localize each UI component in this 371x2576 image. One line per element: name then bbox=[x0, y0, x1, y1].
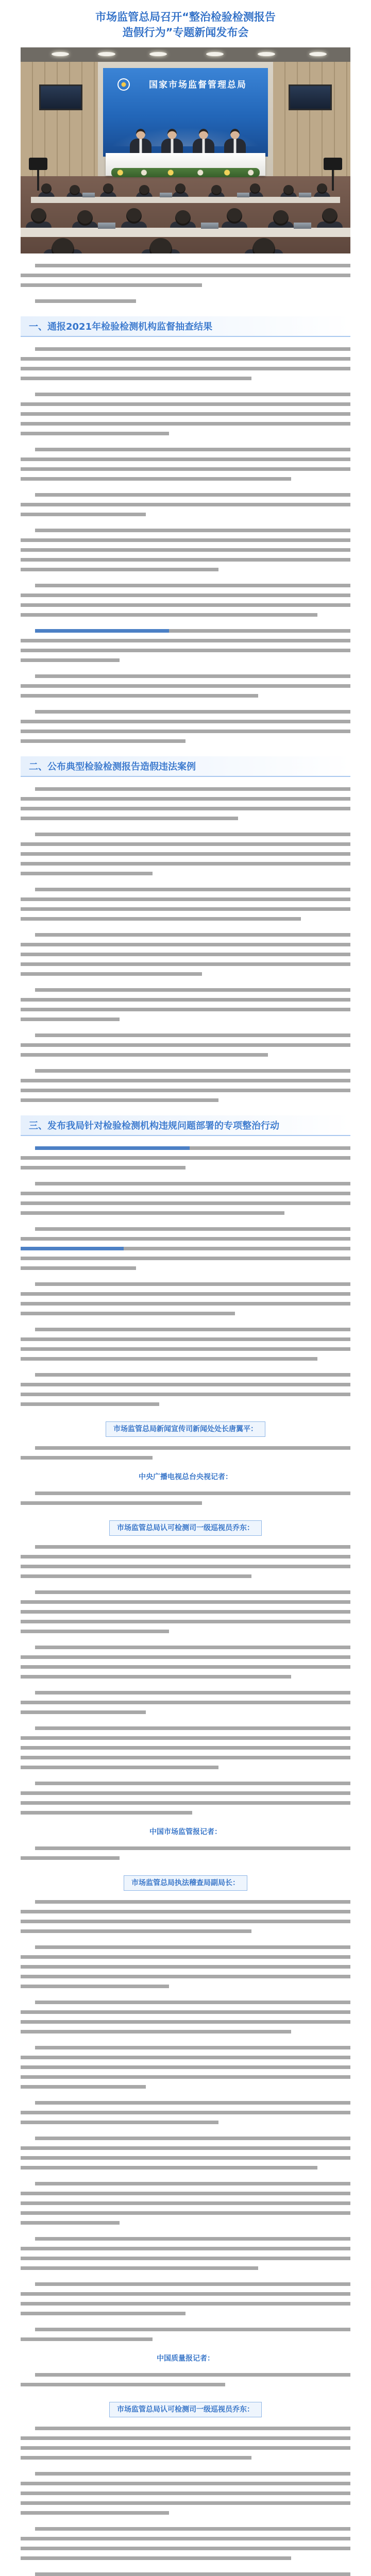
body-paragraph bbox=[21, 581, 350, 620]
body-paragraph bbox=[21, 784, 350, 823]
table-flowers bbox=[111, 168, 260, 177]
speaker-label-accreditation-2 bbox=[21, 2402, 350, 2417]
answer-2 bbox=[21, 1897, 350, 2350]
body-paragraph bbox=[21, 1642, 350, 1682]
body-paragraph bbox=[21, 445, 350, 484]
section-heading-3 bbox=[21, 1115, 350, 1136]
question-3 bbox=[21, 2370, 350, 2396]
video-camera-right bbox=[324, 158, 342, 170]
article-title-line-2: 造假行为”专题新闻发布会 bbox=[122, 26, 249, 39]
laptop bbox=[82, 193, 95, 197]
article-title bbox=[21, 0, 350, 40]
body-paragraph bbox=[21, 2524, 350, 2563]
body-paragraph bbox=[21, 1443, 350, 1463]
body-paragraph bbox=[21, 985, 350, 1024]
audience-member-head bbox=[322, 208, 338, 224]
backdrop-text: 国家市场监督管理总局 bbox=[149, 80, 247, 90]
audience-member-head bbox=[77, 210, 93, 226]
speaker-label-host bbox=[21, 1421, 350, 1437]
speaker-label-text: 市场监管总局新闻宣传司新闻处处长唐翼平： bbox=[106, 1421, 265, 1437]
body-paragraph bbox=[21, 296, 350, 306]
body-paragraph bbox=[21, 1143, 350, 1173]
audience-desk-row-2 bbox=[21, 228, 350, 237]
reporter-label-market-regulation-news: 中国市场监管报记者： bbox=[149, 1828, 222, 1836]
audience-member-head bbox=[126, 208, 142, 224]
question-1 bbox=[21, 1488, 350, 1514]
body-paragraph bbox=[21, 389, 350, 438]
ceiling-light bbox=[52, 52, 69, 56]
body-paragraph bbox=[21, 885, 350, 924]
laptop bbox=[98, 223, 115, 229]
audience-member-head bbox=[273, 210, 289, 226]
body-paragraph bbox=[21, 1778, 350, 1818]
audience-member-head bbox=[175, 183, 185, 194]
audience-member-head bbox=[139, 185, 149, 195]
section-3-body bbox=[21, 1143, 350, 1415]
section-2-body bbox=[21, 784, 350, 1111]
body-paragraph bbox=[21, 2325, 350, 2344]
body-paragraph bbox=[21, 1030, 350, 1060]
audience-member-head bbox=[283, 185, 294, 195]
ceiling-light bbox=[206, 52, 224, 56]
camera-tripod-left bbox=[37, 170, 39, 191]
host-remarks bbox=[21, 1443, 350, 1469]
laptop bbox=[299, 193, 311, 197]
body-paragraph bbox=[21, 829, 350, 878]
body-paragraph bbox=[21, 1279, 350, 1318]
audience-member-head bbox=[175, 210, 191, 226]
speaker-label-text: 市场监管总局认可检测司一级巡视员乔东： bbox=[109, 1520, 262, 1536]
photo-side-screen-left bbox=[39, 84, 82, 110]
laptop bbox=[237, 193, 249, 197]
body-paragraph bbox=[21, 671, 350, 701]
laptop bbox=[160, 193, 172, 197]
body-paragraph bbox=[21, 2569, 350, 2576]
body-paragraph bbox=[21, 1370, 350, 1409]
body-paragraph bbox=[21, 1942, 350, 1991]
body-paragraph bbox=[21, 1179, 350, 1218]
body-paragraph bbox=[21, 1897, 350, 1936]
answer-1 bbox=[21, 1542, 350, 1824]
speaker-label-text: 市场监管总局执法稽查局副局长： bbox=[124, 1875, 247, 1891]
reporter-label-quality-news: 中国质量报记者： bbox=[157, 2354, 214, 2363]
answer-3 bbox=[21, 2424, 350, 2576]
section-heading-text: 二、公布典型检验检测报告造假违法案例 bbox=[29, 761, 196, 772]
audience-member-head bbox=[149, 238, 172, 253]
body-paragraph bbox=[21, 2133, 350, 2173]
audience-member-head bbox=[252, 238, 275, 253]
audience-member-head bbox=[317, 183, 327, 194]
body-paragraph bbox=[21, 261, 350, 290]
highlighted-text bbox=[35, 629, 169, 633]
article-title-line-1: 市场监管总局召开“整治检验检测报告 bbox=[95, 11, 276, 23]
question-2 bbox=[21, 1843, 350, 1869]
body-paragraph bbox=[21, 930, 350, 979]
body-paragraph bbox=[21, 1723, 350, 1772]
emblem-icon bbox=[117, 78, 130, 91]
audience-member-head bbox=[250, 183, 260, 194]
speaker-label-accreditation bbox=[21, 1520, 350, 1536]
video-camera-left bbox=[29, 158, 47, 170]
body-paragraph bbox=[21, 626, 350, 665]
laptop bbox=[201, 223, 218, 229]
audience-desk-row-1 bbox=[31, 197, 340, 203]
ceiling-light bbox=[98, 52, 115, 56]
section-1-body bbox=[21, 344, 350, 752]
body-paragraph bbox=[21, 1325, 350, 1364]
body-paragraph bbox=[21, 1843, 350, 1863]
section-heading-2 bbox=[21, 756, 350, 777]
body-paragraph bbox=[21, 2469, 350, 2518]
body-paragraph bbox=[21, 2370, 350, 2389]
body-paragraph bbox=[21, 1066, 350, 1105]
audience-member-head bbox=[41, 183, 52, 194]
laptop bbox=[294, 223, 311, 229]
section-heading-text: 三、发布我局针对检验检测机构违规问题部署的专项整治行动 bbox=[29, 1121, 279, 1131]
ceiling-light bbox=[309, 52, 327, 56]
body-paragraph bbox=[21, 707, 350, 746]
body-paragraph bbox=[21, 1542, 350, 1581]
body-paragraph bbox=[21, 2234, 350, 2273]
body-paragraph bbox=[21, 2179, 350, 2228]
body-paragraph bbox=[21, 344, 350, 383]
speaker-label-enforcement bbox=[21, 1875, 350, 1891]
highlighted-text bbox=[35, 1146, 190, 1150]
photo-side-screen-right bbox=[289, 84, 332, 110]
body-paragraph bbox=[21, 2043, 350, 2092]
body-paragraph bbox=[21, 1224, 350, 1273]
section-heading-1 bbox=[21, 316, 350, 337]
figure-head bbox=[167, 129, 177, 139]
body-paragraph bbox=[21, 1997, 350, 2037]
press-conference-photo bbox=[21, 47, 350, 253]
figure-head bbox=[136, 129, 145, 139]
figure-head bbox=[199, 129, 208, 139]
ceiling-light bbox=[258, 52, 275, 56]
figure-head bbox=[230, 129, 240, 139]
highlighted-text bbox=[21, 1247, 124, 1250]
audience-member-head bbox=[227, 208, 242, 224]
body-paragraph bbox=[21, 1488, 350, 1508]
speaker-label-text: 市场监管总局认可检测司一级巡视员乔东： bbox=[109, 2402, 262, 2417]
audience-member-head bbox=[31, 208, 46, 224]
reporter-label-cctv: 中央广播电视总台央视记者： bbox=[139, 1473, 232, 1481]
body-paragraph bbox=[21, 2098, 350, 2127]
audience-member-head bbox=[52, 238, 74, 253]
body-paragraph bbox=[21, 2279, 350, 2318]
body-paragraph bbox=[21, 1587, 350, 1636]
audience-member-head bbox=[103, 183, 113, 194]
intro-text bbox=[21, 261, 350, 312]
section-heading-text: 一、通报2021年检验检测机构监督抽查结果 bbox=[29, 321, 213, 332]
body-paragraph bbox=[21, 490, 350, 519]
audience-member-head bbox=[211, 185, 222, 195]
body-paragraph bbox=[21, 2424, 350, 2463]
body-paragraph bbox=[21, 526, 350, 574]
audience-member-head bbox=[70, 185, 80, 195]
body-paragraph bbox=[21, 1688, 350, 1717]
camera-tripod-right bbox=[332, 170, 334, 191]
ceiling-light bbox=[149, 52, 167, 56]
